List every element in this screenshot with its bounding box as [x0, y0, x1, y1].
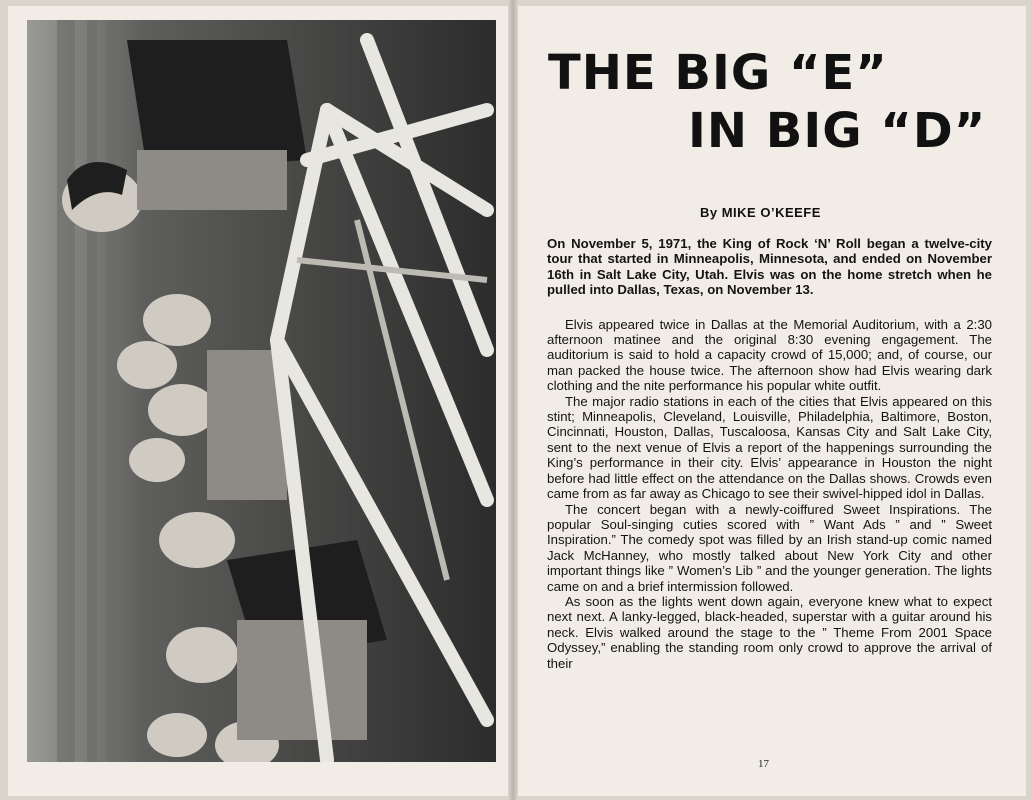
body-paragraph: The concert began with a newly-coiffured Sweet Inspirations. The popular Soul-singing cuties scored with ” Want Ads ” and ” Sweet Inspiration.” The comedy spot was filled by an Irish stand-up comic named Jack McHanney, who mostly talked about New York City and other important things like ” Women’s Lib ” and the younger generation. The lights came on and a brief intermission followed. — [547, 501, 992, 594]
body-paragraph: As soon as the lights went down again, everyone knew what to expect next next. A lanky-legged, black-headed, superstar with a guitar around his neck. Elvis walked around the stage to the ” Theme From 2001 Space Odyssey,” enabling the standing room only crowd to approve the arrival of their — [547, 593, 992, 671]
body-paragraph: The major radio stations in each of the cities that Elvis appeared on this stint; Minneapolis, Cleveland, Louisville, Philadelphia, Baltimore, Boston, Cincinnati, Houston, Dallas, Tuscaloosa, Kansas City and Salt Lake City, sent to the next venue of Elvis a report of the happenings surrounding the King’s performance in their city. Elvis’ appearance in Houston the night before had little effect on the attendance on the Dallas shows. Crowds even came from as far away as Chicago to see their swivel-hipped idol in Dallas. — [547, 393, 992, 502]
photo-elvis-with-fans-icon — [27, 20, 496, 762]
headline-line-1: THE BIG “E” — [548, 45, 888, 101]
page-number: 17 — [758, 758, 769, 770]
article-headline — [548, 44, 998, 160]
byline: By MIKE O’KEEFE — [700, 205, 821, 220]
headline-line-2: IN BIG “D” — [688, 103, 987, 159]
article-body — [547, 236, 992, 671]
page-gutter — [508, 0, 518, 800]
body-paragraph: Elvis appeared twice in Dallas at the Memorial Auditorium, with a 2:30 afternoon matinee and the original 8:30 evening engagement. The auditorium is said to hold a capacity crowd of 15,000; and, of course, our man packed the house twice. The afternoon show had Elvis wearing dark clothing and the nite performance his popular white outfit. — [547, 316, 992, 394]
lead-paragraph: On November 5, 1971, the King of Rock ‘N’ Roll began a twelve-city tour that started in Minneapolis, Minnesota, and ended on November 16th in Salt Lake City, Utah. Elvis was on the home stretch when he pulled into Dallas, Texas, on November 13. — [547, 236, 992, 298]
